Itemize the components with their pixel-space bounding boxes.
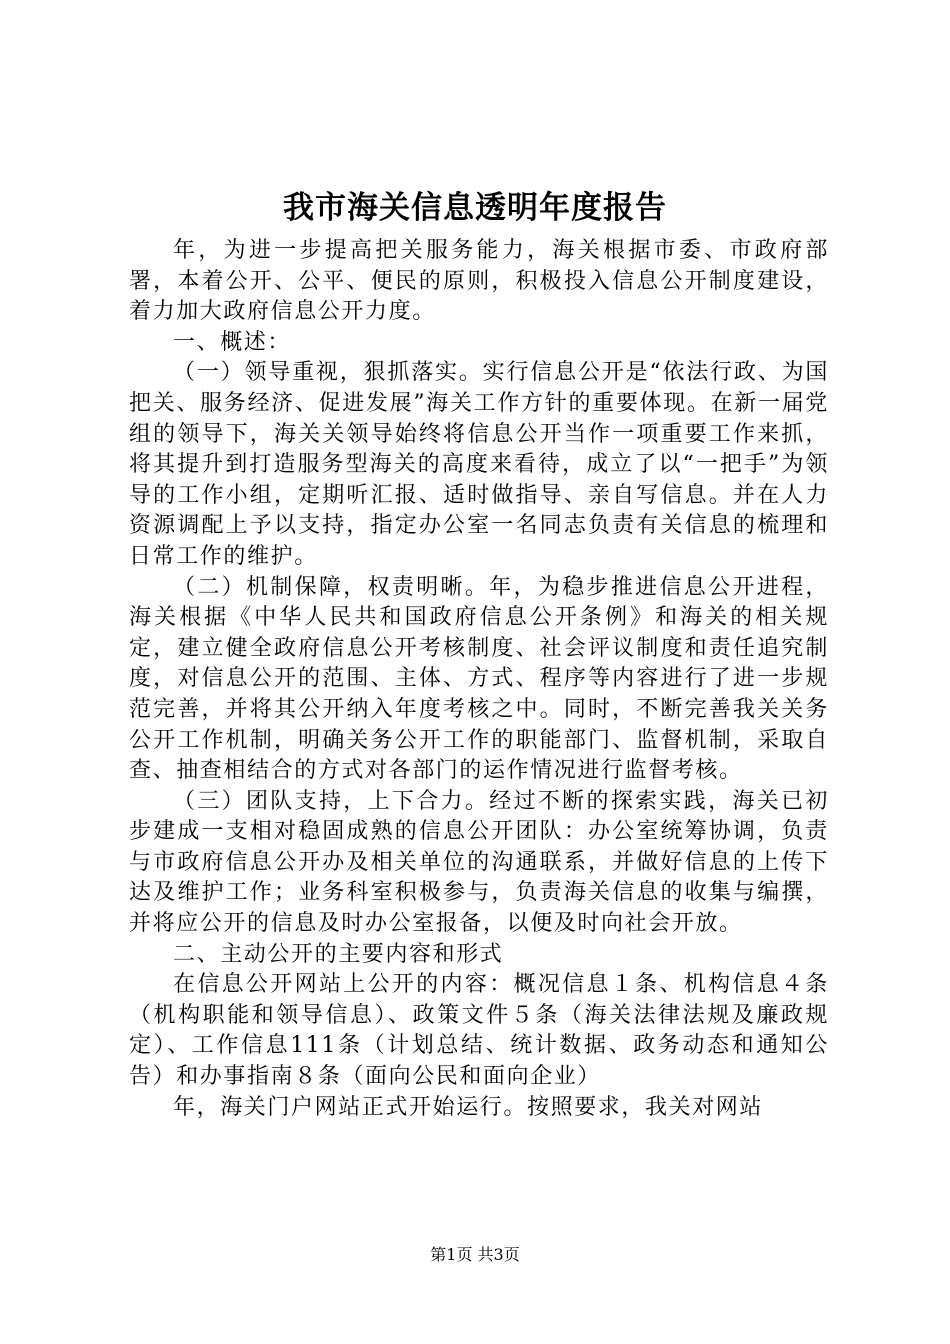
paragraph-intro: 年，为进一步提高把关服务能力，海关根据市委、市政府部署，本着公开、公平、便民的原则，积极投入信息公开制度建设，着力加大政府信息公开力度。 bbox=[129, 238, 829, 325]
document-body bbox=[129, 236, 829, 1123]
paragraph-website-content: 在信息公开网站上公开的内容：概况信息１条、机构信息４条（机构职能和领导信息）、政策文件５条（海关法律法规及廉政规定）、工作信息111条（计划总结、统计数据、政务动态和通知公告）和办事指南８条（面向公民和面向企业） bbox=[129, 972, 829, 1090]
paragraph-mechanism: （二）机制保障，权责明晰。年，为稳步推进信息公开进程，海关根据《中华人民共和国政府信息公开条例》和海关的相关规定，建立健全政府信息公开考核制度、社会评议制度和责任追究制度，对信息公开的范围、主体、方式、程序等内容进行了进一步规范完善，并将其公开纳入年度考核之中。同时，不断完善我关关务公开工作机制，明确关务公开工作的职能部门、监督机制，采取自查、抽查相结合的方式对各部门的运作情况进行监督考核。 bbox=[129, 574, 829, 784]
section-heading-overview: 一、概述： bbox=[173, 329, 292, 355]
document-title: 我市海关信息透明年度报告 bbox=[283, 190, 667, 226]
paragraph-leadership: （一）领导重视，狠抓落实。实行信息公开是“依法行政、为国把关、服务经济、促进发展”海关工作方针的重要体现。在新一届党组的领导下，海关关领导始终将信息公开当作一项重要工作来抓，将其提升到打造服务型海关的高度来看待，成立了以“一把手”为领导的工作小组，定期听汇报、适时做指导、亲自写信息。并在人力资源调配上予以支持，指定办公室一名同志负责有关信息的梳理和日常工作的维护。 bbox=[129, 360, 829, 569]
page-number-footer: 第1页 共3页 bbox=[430, 1245, 520, 1264]
section-heading-content: 二、主动公开的主要内容和形式 bbox=[173, 941, 504, 967]
paragraph-portal: 年，海关门户网站正式开始运行。按照要求，我关对网站 bbox=[173, 1094, 764, 1120]
paragraph-team: （三）团队支持，上下合力。经过不断的探索实践，海关已初步建成一支相对稳固成熟的信息公开团队：办公室统筹协调，负责与市政府信息公开办及相关单位的沟通联系，并做好信息的上传下达及维护工作；业务科室积极参与，负责海关信息的收集与编撰，并将应公开的信息及时办公室报备，以便及时向社会开放。 bbox=[129, 788, 829, 937]
